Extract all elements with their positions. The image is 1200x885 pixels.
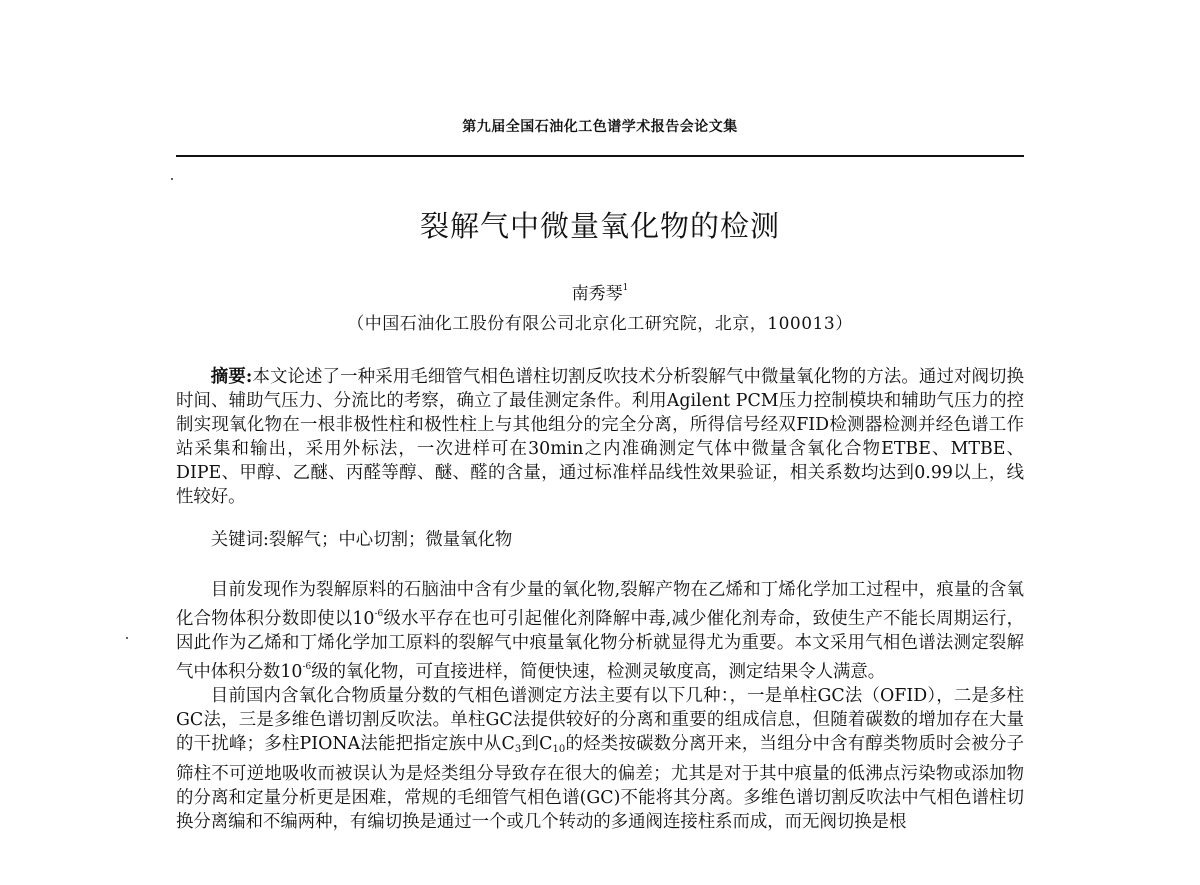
paragraph-2-part: 到C <box>521 734 553 754</box>
author-name: 南秀琴 <box>571 284 623 304</box>
abstract-text: 本文论述了一种采用毛细管气相色谱柱切割反吹技术分析裂解气中微量氧化物的方法。通过对阀切换时间、辅助气压力、分流比的考察，确立了最佳测定条件。利用Agilent PCM压力控制模块和辅助气压力的控制实现氧化物在一根非极性柱和极性柱上与其他组分的完全分离，所得信号经双FID检测器检测并经色谱工作站采集和输出，采用外标法，一次进样可在30min之内准确测定气体中微量含氧化合物ETBE、MTBE、DIPE、甲醇、乙醚、丙醛等醇、醚、醛的含量，通过标准样品线性效果验证，相关系数均达到0.99以上，线性较好。 <box>176 367 1024 507</box>
author-footnote-mark: 1 <box>622 283 629 293</box>
keywords <box>176 528 1024 552</box>
keywords-text: 裂解气；中心切割；微量氧化物 <box>268 530 513 550</box>
paragraph-1-part: 目前发现作为裂解原料的石脑油中含有少量的氧化物,裂解产物在乙烯和丁烯化学加工过程中，痕量的含氧化合物体积分数即使以10 <box>176 580 1024 629</box>
header-rule <box>176 155 1024 157</box>
paragraph-2 <box>176 684 1024 834</box>
abstract-label: 摘要: <box>210 367 253 387</box>
paragraph-1-part: 级水平存在也可引起催化剂降解中毒,减少催化剂寿命，致使生产不能长周期运行，因此作为乙烯和丁烯化学加工原料的裂解气中痕量氧化物分析就显得尤为重要。本文采用气相色谱法测定裂解气中体积分数10 <box>176 609 1024 682</box>
exponent: -6 <box>374 609 384 619</box>
scan-speck <box>171 178 173 180</box>
paragraph-1-part: 级的氧化物，可直接进样，简便快速，检测灵敏度高，测定结果令人满意。 <box>311 662 886 682</box>
exponent: -6 <box>302 662 312 672</box>
affiliation: （中国石油化工股份有限公司北京化工研究院，北京，100013） <box>347 314 853 334</box>
subscript: 3 <box>514 744 522 755</box>
running-header: 第九届全国石油化工色谱学术报告会论文集 <box>462 119 738 135</box>
keywords-label: 关键词: <box>210 530 269 550</box>
paragraph-2-part: 的烃类按碳数分离开来，当组分中含有醇类物质时会被分子筛柱不可逆地吸收而被误认为是烃类组分导致存在很大的偏差；尤其是对于其中痕量的低沸点污染物或添加物的分离和定量分析更是困难，常规的毛细管气相色谱(GC)不能将其分离。多维色谱切割反吹法中气相色谱柱切换分离编和不编两种，有编切换是通过一个或几个转动的多通阀连接柱系而成，而无阀切换是根 <box>176 734 1024 832</box>
scan-speck <box>126 637 128 639</box>
body-text <box>176 578 1024 885</box>
author-line <box>176 279 1024 304</box>
paper-title: 裂解气中微量氧化物的检测 <box>419 209 780 243</box>
paragraph-1 <box>176 578 1024 684</box>
abstract <box>176 365 1024 509</box>
subscript: 10 <box>552 744 566 755</box>
paragraph-2-part: 目前国内含氧化合物质量分数的气相色谱测定方法主要有以下几种：，一是单柱GC法（OFID），二是多柱GC法，三是多维色谱切割反吹法。单柱GC法提供较好的分离和重要的组成信息，但随着碳数的增加存在大量的干扰峰；多柱PIONA法能把指定族中从C <box>176 686 1024 754</box>
